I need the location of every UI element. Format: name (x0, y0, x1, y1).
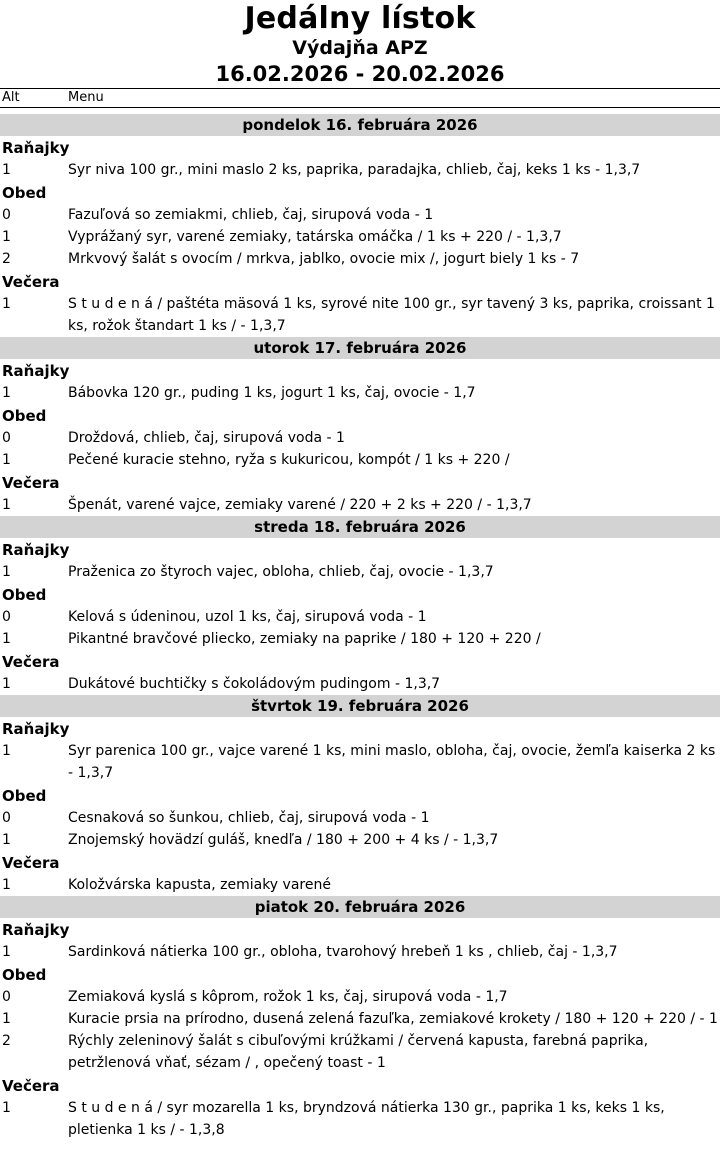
menu-item (0, 427, 720, 449)
menu-item-description: Pečené kuracie stehno, ryža s kukuricou, kompót / 1 ks + 220 / (68, 452, 510, 468)
menu-item-description: Fazuľová so zemiakmi, chlieb, čaj, sirupová voda - 1 (68, 207, 434, 223)
column-header-alt: Alt (2, 90, 20, 105)
menu-item (0, 494, 720, 516)
menu-item (0, 248, 720, 270)
menu-item (0, 226, 720, 248)
day-header: streda 18. februára 2026 (0, 516, 720, 538)
day-header: piatok 20. februára 2026 (0, 896, 720, 918)
page-subtitle: Výdajňa APZ (292, 37, 428, 59)
menu-item-description: Dukátové buchtičky s čokoládovým pudingom - 1,3,7 (68, 676, 441, 692)
meal-label: Raňajky (2, 139, 70, 157)
meal-label: Raňajky (2, 921, 70, 939)
menu-item-alt: 1 (2, 497, 11, 513)
menu-item-description: Pikantné bravčové pliecko, zemiaky na paprike / 180 + 120 + 220 / (68, 631, 541, 647)
menu-item (0, 807, 720, 829)
menu-item-alt: 1 (2, 162, 11, 178)
day-header: štvrtok 19. februára 2026 (0, 695, 720, 717)
menu-item-description: Mrkvový šalát s ovocím / mrkva, jablko, ovocie mix /, jogurt biely 1 ks - 7 (68, 251, 580, 267)
meal-label: Obed (2, 787, 47, 805)
menu-item-description: Rýchly zeleninový šalát s cibuľovými krúžkami / červená kapusta, farebná paprika, petržlenová vňať, sézam / , opečený toast - 1 (68, 1033, 649, 1071)
menu-item-description: Cesnaková so šunkou, chlieb, čaj, sirupová voda - 1 (68, 810, 430, 826)
meal-label: Večera (2, 273, 60, 291)
menu-item-alt: 1 (2, 832, 11, 848)
menu-item-description: Kuracie prsia na prírodno, dusená zelená fazuľka, zemiakové krokety / 180 + 120 + 220 / - 1 (68, 1011, 718, 1027)
meal-label: Obed (2, 586, 47, 604)
menu-item-alt: 1 (2, 676, 11, 692)
menu-item-alt: 1 (2, 1100, 11, 1116)
menu-item-description: Praženica zo štyroch vajec, obloha, chlieb, čaj, ovocie - 1,3,7 (68, 564, 494, 580)
menu-item-description: S t u d e n á / syr mozarella 1 ks, bryndzová nátierka 130 gr., paprika 1 ks, keks 1 ks, pletienka 1 ks / - 1,3,8 (68, 1100, 665, 1138)
menu-item-alt: 0 (2, 430, 11, 446)
menu-item-alt: 1 (2, 229, 11, 245)
day-header: pondelok 16. februára 2026 (0, 114, 720, 136)
menu-item-description: Znojemský hovädzí guláš, knedľa / 180 + 200 + 4 ks / - 1,3,7 (68, 832, 499, 848)
menu-item (0, 874, 720, 896)
menu-item (0, 382, 720, 404)
meal-label: Večera (2, 474, 60, 492)
menu-item (0, 606, 720, 628)
menu-item-description: Zemiaková kyslá s kôprom, rožok 1 ks, čaj, sirupová voda - 1,7 (68, 989, 508, 1005)
menu-item-description: Droždová, chlieb, čaj, sirupová voda - 1 (68, 430, 345, 446)
page-title: Jedálny lístok (244, 1, 476, 36)
page-header (0, 0, 720, 88)
menu-item-alt: 1 (2, 385, 11, 401)
menu-item-description: Vyprážaný syr, varené zemiaky, tatárska omáčka / 1 ks + 220 / - 1,3,7 (68, 229, 562, 245)
meal-label: Raňajky (2, 541, 70, 559)
menu-item-alt: 0 (2, 810, 11, 826)
menu-item-description: Koložvárska kapusta, zemiaky varené (68, 877, 331, 893)
menu-item (0, 1030, 720, 1074)
menu-item-alt: 1 (2, 452, 11, 468)
menu-item-description: Sardinková nátierka 100 gr., obloha, tvarohový hrebeň 1 ks , chlieb, čaj - 1,3,7 (68, 944, 618, 960)
menu-item-description: S t u d e n á / paštéta mäsová 1 ks, syrové nite 100 gr., syr tavený 3 ks, paprika, croissant 1 ks, rožok štandart 1 ks / - 1,3,7 (68, 296, 715, 334)
menu-item-alt: 1 (2, 564, 11, 580)
day-header: utorok 17. februára 2026 (0, 337, 720, 359)
menu-item-description: Bábovka 120 gr., puding 1 ks, jogurt 1 ks, čaj, ovocie - 1,7 (68, 385, 476, 401)
menu-item-description: Špenát, varené vajce, zemiaky varené / 220 + 2 ks + 220 / - 1,3,7 (68, 497, 532, 513)
menu-item-alt: 1 (2, 944, 11, 960)
menu-item (0, 159, 720, 181)
menu-item (0, 673, 720, 695)
menu-item-alt: 1 (2, 631, 11, 647)
menu-list (0, 114, 720, 1141)
menu-item-alt: 0 (2, 207, 11, 223)
menu-item-alt: 1 (2, 296, 11, 312)
menu-item-alt: 2 (2, 1033, 11, 1049)
meal-label: Večera (2, 1077, 60, 1095)
meal-label: Obed (2, 184, 47, 202)
menu-item-alt: 1 (2, 743, 11, 759)
menu-item (0, 1097, 720, 1141)
date-range: 16.02.2026 - 20.02.2026 (215, 62, 505, 86)
menu-item (0, 740, 720, 784)
meal-label: Raňajky (2, 362, 70, 380)
meal-label: Obed (2, 966, 47, 984)
meal-label: Večera (2, 854, 60, 872)
menu-item-alt: 2 (2, 251, 11, 267)
menu-item (0, 293, 720, 337)
menu-item (0, 1008, 720, 1030)
menu-item-alt: 1 (2, 877, 11, 893)
menu-item (0, 986, 720, 1008)
menu-item-description: Syr niva 100 gr., mini maslo 2 ks, paprika, paradajka, chlieb, čaj, keks 1 ks - 1,3,7 (68, 162, 641, 178)
menu-item (0, 941, 720, 963)
menu-item-alt: 0 (2, 609, 11, 625)
column-header (0, 88, 720, 108)
meal-label: Obed (2, 407, 47, 425)
menu-item-description: Kelová s údeninou, uzol 1 ks, čaj, sirupová voda - 1 (68, 609, 427, 625)
menu-item (0, 449, 720, 471)
column-header-menu: Menu (68, 90, 104, 105)
menu-item-alt: 1 (2, 1011, 11, 1027)
meal-label: Večera (2, 653, 60, 671)
menu-item (0, 829, 720, 851)
menu-item-alt: 0 (2, 989, 11, 1005)
menu-item (0, 561, 720, 583)
menu-item (0, 204, 720, 226)
menu-item (0, 628, 720, 650)
menu-item-description: Syr parenica 100 gr., vajce varené 1 ks, mini maslo, obloha, čaj, ovocie, žemľa kaiserka 2 ks - 1,3,7 (68, 743, 716, 781)
meal-label: Raňajky (2, 720, 70, 738)
